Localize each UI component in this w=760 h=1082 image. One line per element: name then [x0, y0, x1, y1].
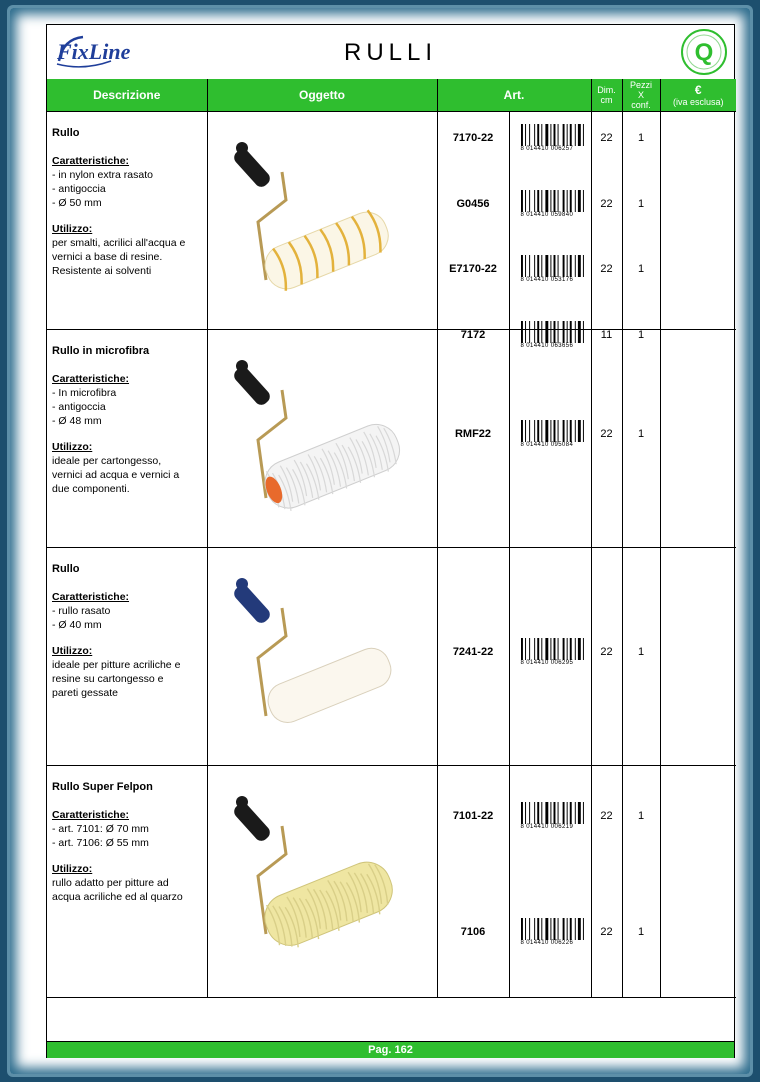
article-code: RMF22 — [454, 428, 492, 440]
usage-line: ideale per pitture acriliche e — [52, 659, 181, 671]
barcode-cell — [509, 330, 591, 548]
badge-letter: Q — [694, 39, 714, 66]
barcode-number: 8 014410 059840 — [520, 212, 574, 218]
dimension-value: 22 — [600, 198, 613, 210]
dimension-cell — [591, 766, 622, 998]
article-code-cell — [437, 330, 509, 548]
article-code: 7106 — [460, 926, 486, 938]
col-dim-label: Dim. — [597, 85, 616, 95]
pieces-value: 1 — [637, 132, 645, 144]
product-image — [207, 112, 437, 330]
pieces-cell — [622, 112, 660, 341]
col-pezzi — [622, 79, 660, 112]
barcode-icon — [521, 638, 587, 665]
product-row — [47, 766, 736, 998]
product-image — [207, 330, 437, 548]
barcode-cell — [509, 548, 591, 766]
barcode-number: 8 014410 006257 — [520, 146, 574, 152]
barcode-icon — [521, 802, 587, 829]
price-cell — [660, 330, 736, 548]
dimension-value: 22 — [600, 646, 613, 658]
usage-heading: Utilizzo: — [52, 223, 93, 235]
pieces-cell — [622, 766, 660, 998]
usage-line: due componenti. — [52, 483, 130, 495]
logo-text: FixLine — [57, 39, 131, 64]
feature-line: - Ø 50 mm — [52, 197, 102, 209]
product-row — [47, 548, 736, 766]
barcode-icon — [521, 124, 587, 151]
feature-line: - antigoccia — [52, 183, 106, 195]
features-heading: Caratteristiche: — [52, 809, 130, 821]
quality-badge-icon — [680, 28, 728, 81]
product-description — [47, 766, 207, 998]
barcode-cell — [509, 766, 591, 998]
barcode-icon — [521, 190, 587, 217]
product-description — [47, 548, 207, 766]
dimension-value: 22 — [600, 810, 613, 822]
product-image — [207, 766, 437, 998]
article-code: 7172 — [460, 329, 486, 341]
usage-line: Resistente ai solventi — [52, 265, 152, 277]
article-code-cell — [437, 112, 509, 341]
barcode-icon — [521, 918, 587, 945]
feature-line: - Ø 40 mm — [52, 619, 102, 631]
dimension-value: 22 — [600, 132, 613, 144]
col-dim-unit: cm — [600, 95, 613, 105]
usage-heading: Utilizzo: — [52, 645, 93, 657]
barcode-number: 8 014410 006226 — [520, 940, 574, 946]
barcode-icon — [521, 255, 587, 282]
product-name: Rullo in microfibra — [52, 345, 150, 357]
pieces-cell — [622, 330, 660, 548]
pieces-value: 1 — [637, 810, 645, 822]
col-pezzi-conf: conf. — [631, 100, 651, 110]
pieces-value: 1 — [637, 329, 645, 341]
price-cell — [660, 766, 736, 998]
dimension-cell — [591, 330, 622, 548]
dimension-cell — [591, 548, 622, 766]
barcode-number: 8 014410 006295 — [520, 660, 574, 666]
feature-line: - In microfibra — [52, 387, 117, 399]
col-price-note: (iva esclusa) — [673, 97, 724, 107]
usage-line: per smalti, acrilici all'acqua e — [52, 237, 186, 249]
usage-line: pareti gessate — [52, 687, 118, 699]
feature-line: - art. 7106: Ø 55 mm — [52, 837, 149, 849]
pieces-value: 1 — [637, 263, 645, 275]
usage-line: acqua acriliche ed al quarzo — [52, 891, 183, 903]
article-code-cell — [437, 548, 509, 766]
barcode-icon — [521, 420, 587, 447]
pieces-value: 1 — [637, 198, 645, 210]
features-heading: Caratteristiche: — [52, 155, 130, 167]
table-header-row — [47, 79, 736, 112]
product-name: Rullo Super Felpon — [52, 781, 153, 793]
barcode-number: 8 014410 006219 — [520, 824, 574, 830]
product-name: Rullo — [52, 127, 80, 139]
dimension-cell — [591, 112, 622, 341]
usage-line: rullo adatto per pitture ad — [52, 877, 169, 889]
product-row — [47, 112, 736, 330]
article-code-cell — [437, 766, 509, 998]
pieces-value: 1 — [637, 428, 645, 440]
product-description — [47, 112, 207, 330]
dimension-value: 11 — [600, 329, 613, 341]
feature-line: - art. 7101: Ø 70 mm — [52, 823, 149, 835]
product-table — [47, 79, 736, 998]
barcode-cell — [509, 112, 591, 349]
usage-heading: Utilizzo: — [52, 863, 93, 875]
usage-line: vernici ad acqua e vernici a — [52, 469, 180, 481]
usage-heading: Utilizzo: — [52, 441, 93, 453]
usage-line: resine su cartongesso e — [52, 673, 164, 685]
article-code: G0456 — [456, 198, 490, 210]
features-heading: Caratteristiche: — [52, 373, 130, 385]
article-code: 7170-22 — [452, 132, 494, 144]
col-dim — [591, 79, 622, 112]
dimension-value: 22 — [600, 428, 613, 440]
price-cell — [660, 548, 736, 766]
page-frame — [10, 8, 750, 1074]
col-price-symbol: € — [694, 83, 702, 97]
product-description — [47, 330, 207, 548]
article-code: E7170-22 — [449, 263, 497, 275]
col-pezzi-label: Pezzi — [630, 80, 653, 90]
dimension-value: 22 — [600, 926, 613, 938]
feature-line: - antigoccia — [52, 401, 106, 413]
feature-line: - rullo rasato — [52, 605, 111, 617]
price-cell — [660, 112, 736, 330]
usage-line: vernici a base di resine. — [52, 251, 163, 263]
catalog-sheet — [46, 24, 735, 1058]
barcode-number: 8 014410 053176 — [520, 277, 574, 283]
pieces-value: 1 — [637, 646, 645, 658]
col-descrizione: Descrizione — [47, 79, 207, 112]
features-heading: Caratteristiche: — [52, 591, 130, 603]
pieces-value: 1 — [637, 926, 645, 938]
col-price — [660, 79, 736, 112]
product-image — [207, 548, 437, 766]
article-code: 7101-22 — [452, 810, 494, 822]
page-header — [47, 25, 734, 80]
product-name: Rullo — [52, 563, 80, 575]
product-row — [47, 330, 736, 548]
dimension-value: 22 — [600, 263, 613, 275]
page-title: RULLI — [343, 39, 438, 66]
article-code: 7241-22 — [452, 646, 494, 658]
col-pezzi-x: X — [638, 90, 645, 100]
page-footer: Pag. 162 — [47, 1041, 734, 1058]
pieces-cell — [622, 548, 660, 766]
feature-line: - in nylon extra rasato — [52, 169, 153, 181]
usage-line: ideale per cartongesso, — [52, 455, 162, 467]
feature-line: - Ø 48 mm — [52, 415, 102, 427]
col-art: Art. — [437, 79, 591, 112]
barcode-number: 8 014410 063656 — [520, 343, 574, 349]
col-oggetto: Oggetto — [207, 79, 437, 112]
barcode-number: 8 014410 095084 — [520, 442, 574, 448]
